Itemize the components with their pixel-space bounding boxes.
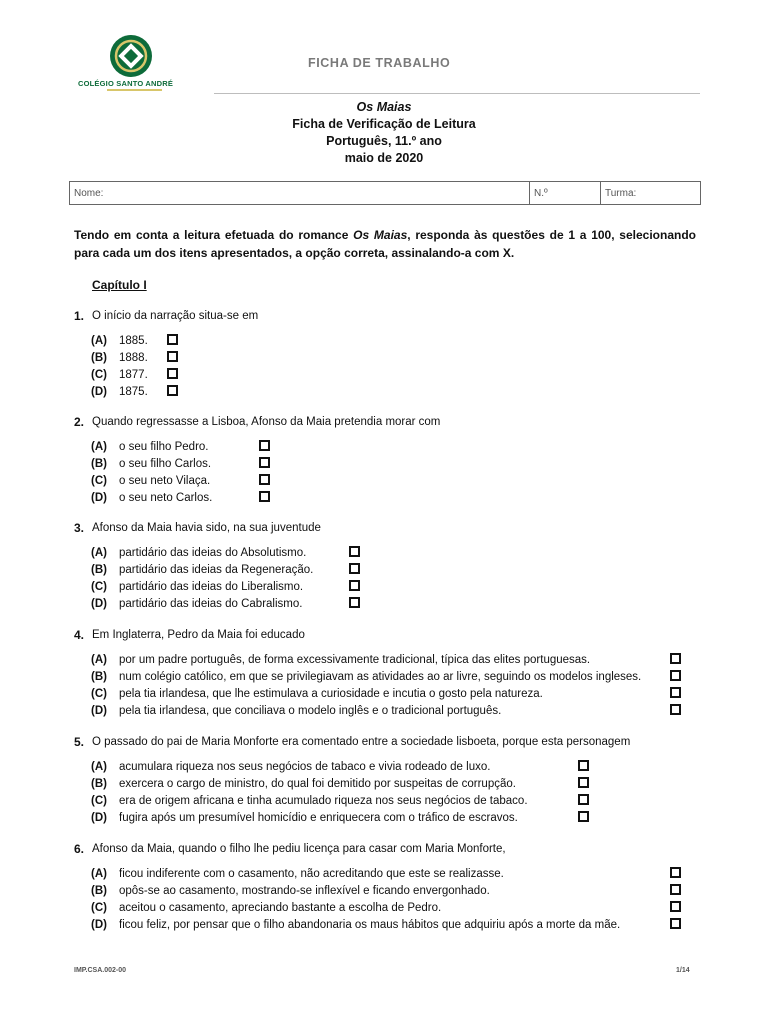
subject-title: Português, 11.º ano <box>326 134 442 148</box>
option-letter: (B) <box>91 563 107 576</box>
option-c <box>91 472 440 489</box>
answer-checkbox[interactable] <box>670 901 681 912</box>
option-text: pela tia irlandesa, que conciliava o modelo inglês e o tradicional português. <box>119 704 502 717</box>
option-text: exercera o cargo de ministro, do qual foi demitido por suspeitas de corrupção. <box>119 777 516 790</box>
option-letter: (C) <box>91 901 107 914</box>
option-d <box>91 916 620 933</box>
document-titles <box>0 99 768 167</box>
logo-underline <box>107 89 162 91</box>
option-text: ficou indiferente com o casamento, não acreditando que este se realizasse. <box>119 867 504 880</box>
name-label: Nome: <box>74 187 104 199</box>
option-b <box>91 775 630 792</box>
instructions-after: , responda às questões de 1 a 100, selecionando para cada um dos itens apresentados, a opção correta, assinalando-a com X. <box>74 228 696 260</box>
option-text: o seu neto Carlos. <box>119 491 213 504</box>
option-letter: (D) <box>91 491 107 504</box>
answer-checkbox[interactable] <box>167 351 178 362</box>
option-text: opôs-se ao casamento, mostrando-se inflexível e ficando envergonhado. <box>119 884 490 897</box>
number-label: N.º <box>534 187 548 199</box>
answer-checkbox[interactable] <box>259 491 270 502</box>
answer-checkbox[interactable] <box>349 563 360 574</box>
question-number: 3. <box>74 521 85 535</box>
option-letter: (C) <box>91 580 107 593</box>
option-letter: (A) <box>91 867 107 880</box>
instructions <box>74 226 696 262</box>
option-b <box>91 349 258 366</box>
option-letter: (C) <box>91 368 107 381</box>
answer-checkbox[interactable] <box>578 760 589 771</box>
chapter-heading: Capítulo I <box>92 278 147 292</box>
question-text: O passado do pai de Maria Monforte era comentado entre a sociedade lisboeta, porque esta personagem <box>92 736 631 748</box>
option-letter: (A) <box>91 440 107 453</box>
option-text: partidário das ideias do Cabralismo. <box>119 597 303 610</box>
option-c <box>91 366 258 383</box>
option-c <box>91 899 620 916</box>
option-text: 1877. <box>119 368 148 381</box>
option-letter: (B) <box>91 670 107 683</box>
option-letter: (D) <box>91 811 107 824</box>
question-4 <box>74 627 641 719</box>
option-letter: (A) <box>91 653 107 666</box>
option-text: o seu filho Pedro. <box>119 440 209 453</box>
answer-checkbox[interactable] <box>259 474 270 485</box>
option-a <box>91 544 321 561</box>
question-text: O início da narração situa-se em <box>92 310 259 322</box>
answer-checkbox[interactable] <box>578 811 589 822</box>
option-letter: (D) <box>91 597 107 610</box>
answer-checkbox[interactable] <box>578 777 589 788</box>
question-5 <box>74 734 630 826</box>
option-text: num colégio católico, em que se privilegiavam as atividades ao ar livre, seguindo os modelos ingleses. <box>119 670 642 683</box>
option-b <box>91 882 620 899</box>
student-info-box <box>69 181 701 205</box>
option-text: 1888. <box>119 351 148 364</box>
form-code: IMP.CSA.002-00 <box>74 967 127 974</box>
question-3 <box>74 520 321 612</box>
option-letter: (D) <box>91 704 107 717</box>
option-letter: (A) <box>91 334 107 347</box>
option-d <box>91 383 258 400</box>
page-number: 1/14 <box>676 967 690 974</box>
option-b <box>91 668 641 685</box>
option-letter: (C) <box>91 794 107 807</box>
answer-checkbox[interactable] <box>349 546 360 557</box>
question-1 <box>74 308 258 400</box>
question-number: 1. <box>74 309 85 323</box>
option-text: acumulara riqueza nos seus negócios de tabaco e vivia rodeado de luxo. <box>119 760 491 773</box>
option-text: pela tia irlandesa, que lhe estimulava a curiosidade e incutia o gosto pela natureza. <box>119 687 543 700</box>
option-letter: (A) <box>91 760 107 773</box>
option-c <box>91 685 641 702</box>
question-number: 4. <box>74 628 85 642</box>
answer-checkbox[interactable] <box>578 794 589 805</box>
answer-checkbox[interactable] <box>670 867 681 878</box>
work-title: Os Maias <box>356 100 412 114</box>
question-text: Quando regressasse a Lisboa, Afonso da Maia pretendia morar com <box>92 416 441 428</box>
school-crest-icon <box>109 34 153 78</box>
question-2 <box>74 414 440 506</box>
option-letter: (C) <box>91 687 107 700</box>
option-text: o seu filho Carlos. <box>119 457 212 470</box>
question-6 <box>74 841 620 933</box>
header-title: FICHA DE TRABALHO <box>308 56 451 70</box>
option-text: por um padre português, de forma excessivamente tradicional, típica das elites portuguesas. <box>119 653 591 666</box>
question-number: 2. <box>74 415 85 429</box>
option-d <box>91 702 641 719</box>
school-logo <box>72 34 202 96</box>
option-letter: (B) <box>91 457 107 470</box>
option-letter: (B) <box>91 777 107 790</box>
option-text: o seu neto Vilaça. <box>119 474 211 487</box>
option-letter: (D) <box>91 918 107 931</box>
option-c <box>91 578 321 595</box>
header-divider <box>214 93 700 94</box>
option-text: aceitou o casamento, apreciando bastante a escolha de Pedro. <box>119 901 442 914</box>
sheet-title: Ficha de Verificação de Leitura <box>292 117 476 131</box>
option-text: fugira após um presumível homicídio e enriquecera com o tráfico de escravos. <box>119 811 518 824</box>
option-letter: (A) <box>91 546 107 559</box>
option-letter: (D) <box>91 385 107 398</box>
answer-checkbox[interactable] <box>670 884 681 895</box>
instructions-before: Tendo em conta a leitura efetuada do romance <box>74 228 354 242</box>
class-label: Turma: <box>605 187 637 199</box>
question-text: Afonso da Maia havia sido, na sua juventude <box>92 522 321 534</box>
option-text: 1875. <box>119 385 148 398</box>
option-b <box>91 561 321 578</box>
option-a <box>91 438 440 455</box>
answer-checkbox[interactable] <box>167 334 178 345</box>
option-d <box>91 809 630 826</box>
question-text: Em Inglaterra, Pedro da Maia foi educado <box>92 629 305 641</box>
answer-checkbox[interactable] <box>349 597 360 608</box>
number-field[interactable] <box>530 182 601 204</box>
option-c <box>91 792 630 809</box>
option-text: partidário das ideias da Regeneração. <box>119 563 314 576</box>
option-text: era de origem africana e tinha acumulado riqueza nos seus negócios de tabaco. <box>119 794 528 807</box>
answer-checkbox[interactable] <box>670 704 681 715</box>
option-text: ficou feliz, por pensar que o filho abandonaria os maus hábitos que adquiriu após a morte da mãe. <box>119 918 621 931</box>
option-d <box>91 595 321 612</box>
option-letter: (B) <box>91 884 107 897</box>
class-field[interactable] <box>601 182 700 204</box>
option-a <box>91 651 641 668</box>
option-d <box>91 489 440 506</box>
option-a <box>91 758 630 775</box>
answer-checkbox[interactable] <box>259 440 270 451</box>
instructions-work: Os Maias <box>353 228 408 242</box>
question-text: Afonso da Maia, quando o filho lhe pediu licença para casar com Maria Monforte, <box>92 843 506 855</box>
answer-checkbox[interactable] <box>167 385 178 396</box>
question-number: 6. <box>74 842 85 856</box>
option-text: partidário das ideias do Absolutismo. <box>119 546 307 559</box>
option-a <box>91 865 620 882</box>
option-text: partidário das ideias do Liberalismo. <box>119 580 304 593</box>
option-a <box>91 332 258 349</box>
option-b <box>91 455 440 472</box>
answer-checkbox[interactable] <box>670 918 681 929</box>
answer-checkbox[interactable] <box>167 368 178 379</box>
answer-checkbox[interactable] <box>670 687 681 698</box>
school-name: COLÉGIO SANTO ANDRÉ <box>78 79 174 88</box>
date-title: maio de 2020 <box>344 151 424 165</box>
answer-checkbox[interactable] <box>670 670 681 681</box>
name-field[interactable] <box>70 182 530 204</box>
option-letter: (B) <box>91 351 107 364</box>
answer-checkbox[interactable] <box>259 457 270 468</box>
answer-checkbox[interactable] <box>670 653 681 664</box>
option-text: 1885. <box>119 334 148 347</box>
question-number: 5. <box>74 735 85 749</box>
answer-checkbox[interactable] <box>349 580 360 591</box>
option-letter: (C) <box>91 474 107 487</box>
